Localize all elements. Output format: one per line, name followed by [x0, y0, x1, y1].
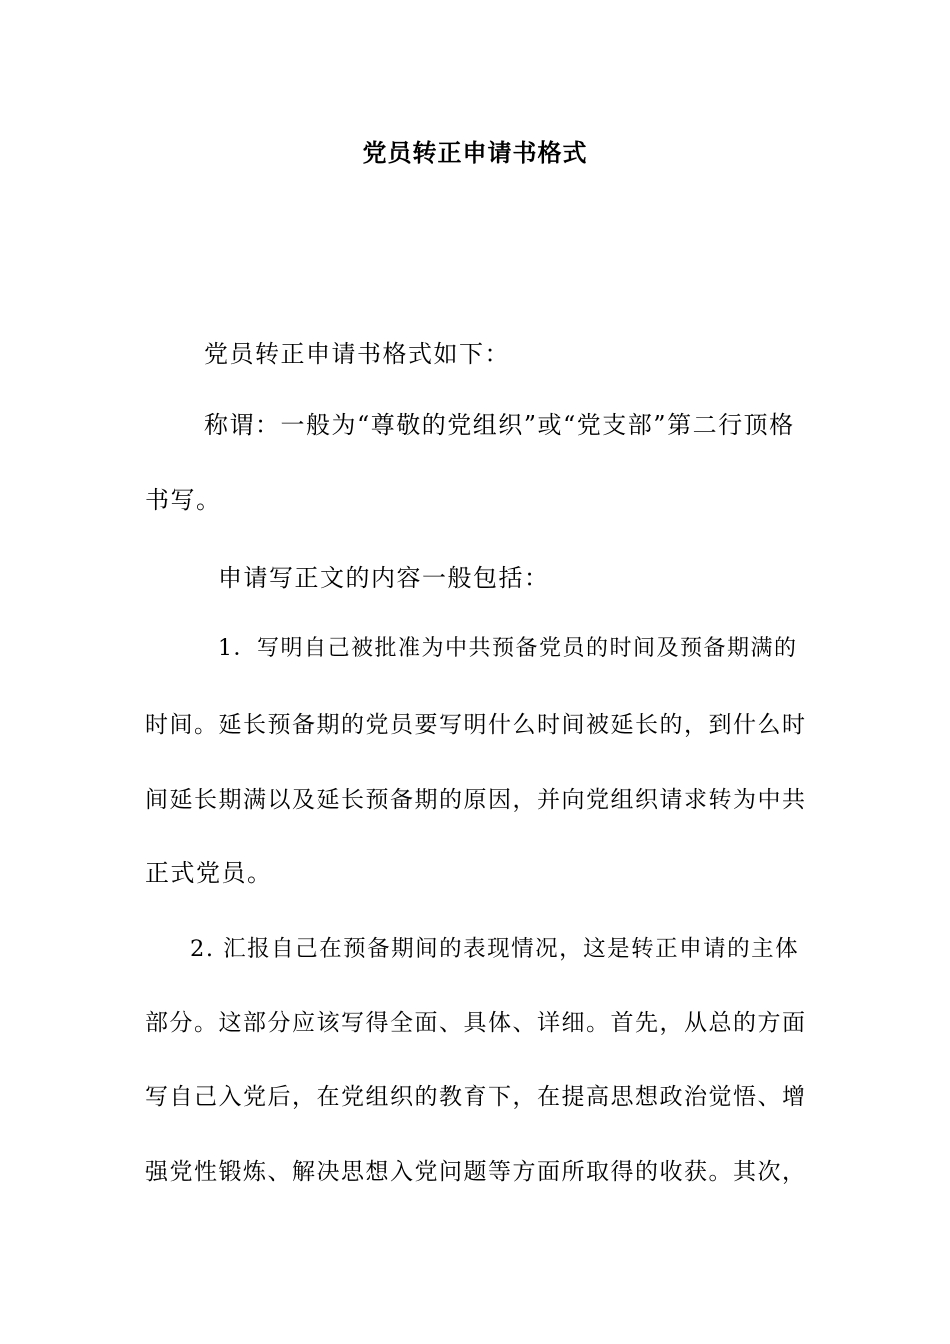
- body-line: 正式党员。: [145, 859, 273, 887]
- body-line: 2. 汇报自己在预备期间的表现情况，这是转正申请的主体: [190, 936, 800, 962]
- body-line: 申请写正文的内容一般包括：: [218, 564, 550, 592]
- body-line: 党员转正申请书格式如下：: [204, 340, 510, 368]
- body-line: 1．写明自己被批准为中共预备党员的时间及预备期满的: [218, 636, 798, 661]
- document-title: 党员转正申请书格式: [362, 138, 588, 167]
- body-line: 部分。这部分应该写得全面、具体、详细。首先，从总的方面: [145, 1010, 807, 1036]
- body-line: 书写。: [145, 486, 222, 514]
- body-line: 写自己入党后，在党组织的教育下，在提高思想政治觉悟、增: [145, 1084, 807, 1110]
- body-line: 间延长期满以及延长预备期的原因，并向党组织请求转为中共: [145, 787, 807, 813]
- body-line: 强党性锻炼、解决思想入党问题等方面所取得的收获。其次，: [145, 1159, 807, 1185]
- body-line: 称谓：一般为“尊敬的党组织”或“党支部”第二行顶格: [204, 411, 795, 439]
- body-line: 时间。延长预备期的党员要写明什么时间被延长的，到什么时: [145, 712, 807, 738]
